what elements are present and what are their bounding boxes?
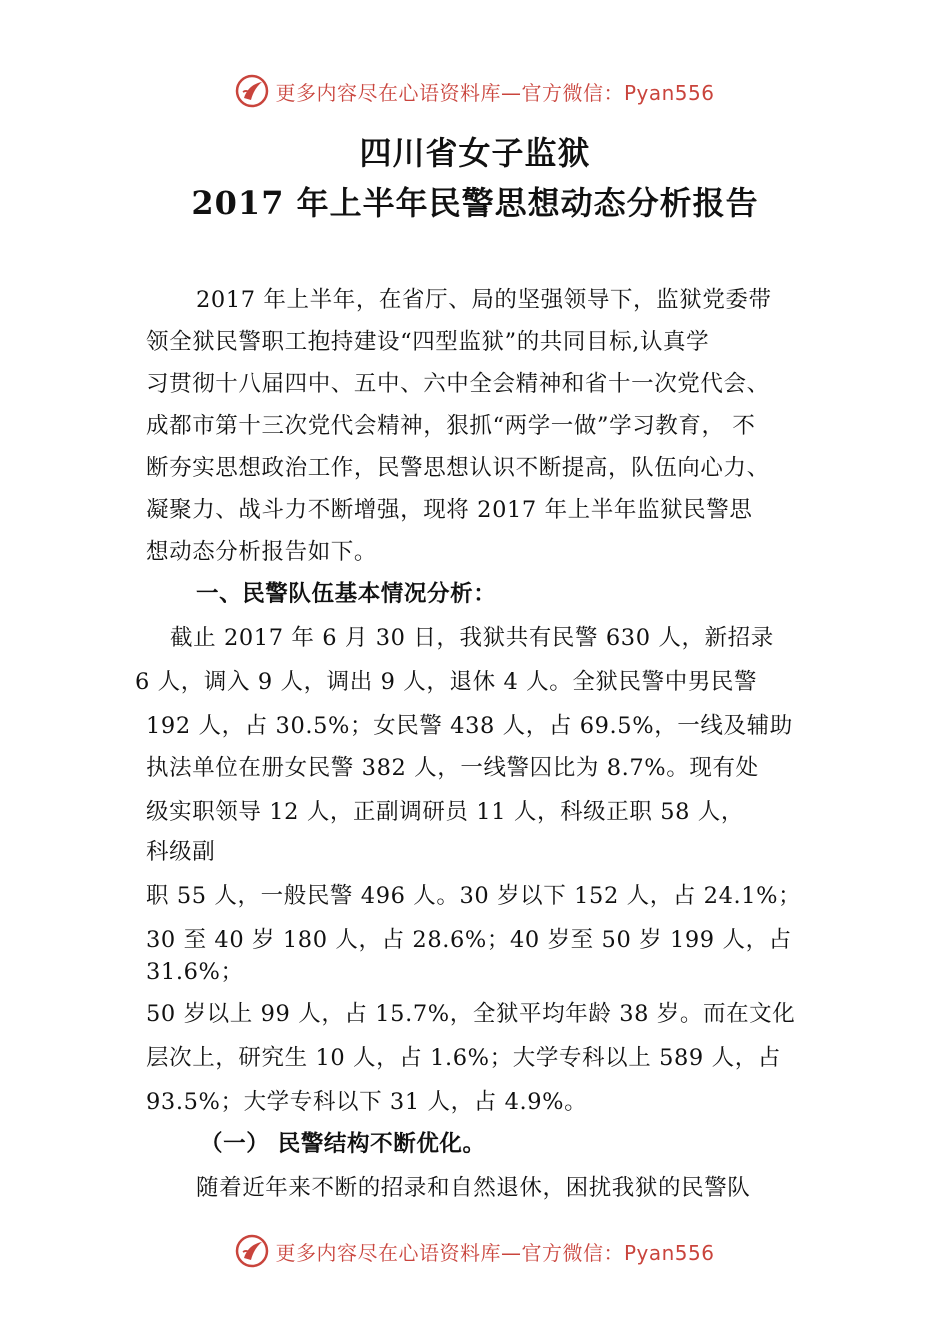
body-line: 2017 年上半年，在省厅、局的坚强领导下，监狱党委带 (196, 287, 772, 313)
watermark-text: 更多内容尽在心语资料库—官方微信：Pyan556 (275, 80, 715, 105)
watermark-text: 更多内容尽在心语资料库—官方微信：Pyan556 (275, 1240, 715, 1265)
body-line: 成都市第十三次党代会精神，狠抓“两学一做”学习教育， 不 (146, 413, 756, 439)
body-line: 科级副 (146, 839, 216, 865)
body-line: 职 55 人，一般民警 496 人。30 岁以下 152 人，占 24.1%； (146, 883, 802, 909)
body-line: 31.6%； (146, 959, 244, 985)
body-line: 截止 2017 年 6 月 30 日，我狱共有民警 630 人，新招录 (170, 625, 774, 651)
body-line: 执法单位在册女民警 382 人，一线警囚比为 8.7%。现有处 (146, 755, 759, 781)
body-line: 层次上，研究生 10 人，占 1.6%；大学专科以上 589 人，占 (146, 1045, 781, 1071)
body-line: 随着近年来不断的招录和自然退休，困扰我狱的民警队 (196, 1175, 751, 1201)
watermark-bottom (0, 1234, 950, 1268)
body-line: 93.5%；大学专科以下 31 人，占 4.9%。 (146, 1089, 588, 1115)
body-line: 断夯实思想政治工作，民警思想认识不断提高，队伍向心力、 (146, 455, 770, 481)
subsection-heading: （一） 民警结构不断优化。 (200, 1131, 486, 1157)
document-title: 四川省女子监狱 (359, 134, 591, 172)
body-line: 习贯彻十八届四中、五中、六中全会精神和省十一次党代会、 (146, 371, 770, 397)
body-line: 6 人，调入 9 人，调出 9 人，退休 4 人。全狱民警中男民警 (135, 669, 758, 695)
document-subtitle: 2017 年上半年民警思想动态分析报告 (191, 184, 759, 222)
body-line: 想动态分析报告如下。 (146, 539, 378, 565)
brand-logo-icon (235, 74, 269, 108)
watermark-top (0, 74, 950, 108)
body-line: 级实职领导 12 人，正副调研员 11 人，科级正职 58 人， (146, 799, 745, 825)
section-heading: 一、民警队伍基本情况分析： (196, 581, 497, 607)
body-line: 192 人，占 30.5%；女民警 438 人，占 69.5%，一线及辅助 (146, 713, 793, 739)
body-line: 领全狱民警职工抱持建设“四型监狱”的共同目标,认真学 (146, 329, 710, 355)
brand-logo-icon (235, 1234, 269, 1268)
body-line: 30 至 40 岁 180 人，占 28.6%；40 岁至 50 岁 199 人，占 (146, 927, 792, 953)
body-line: 凝聚力、战斗力不断增强，现将 2017 年上半年监狱民警思 (146, 497, 753, 523)
body-line: 50 岁以上 99 人，占 15.7%，全狱平均年龄 38 岁。而在文化 (146, 1001, 796, 1027)
